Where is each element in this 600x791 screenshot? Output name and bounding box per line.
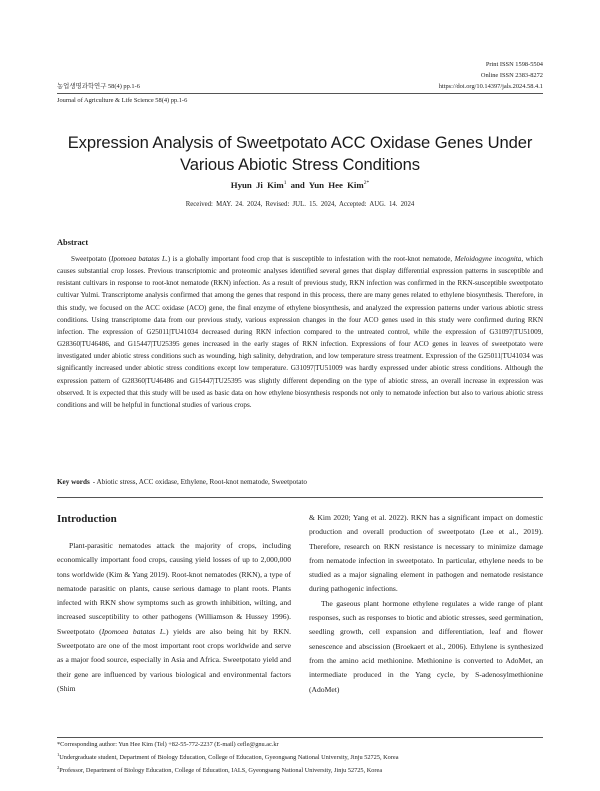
footnote-2-text: Professor, Department of Biology Education, College of Education, IALS, Gyeongsang National University, Jinju 52725, Korea <box>59 766 383 774</box>
header-divider <box>57 93 543 94</box>
keywords-text: - Abiotic stress, ACC oxidase, Ethylene, Root-knot nematode, Sweetpotato <box>92 478 307 486</box>
doi-link[interactable]: https://doi.org/10.14397/jals.2024.58.4.1 <box>438 83 543 90</box>
title-line-2: Various Abiotic Stress Conditions <box>180 155 420 174</box>
intro-paragraph-2: & Kim 2020; Yang et al. 2022). RKN has a significant impact on domestic production and overall production of sweetpotato (Lee et al., 2019). Therefore, research on RKN resistance is necessary to minimize damage from nematode infection in sweetpotato. In particular, ethylene needs to be studied as a major signaling element in pathogen and nematode resistance during pathogenic infections. <box>309 513 543 594</box>
article-title <box>60 132 540 176</box>
abstract-nematode: Meloidogyne incognita <box>454 255 522 263</box>
author-1: Hyun Ji Kim <box>230 180 284 190</box>
author-conjunction: and <box>290 180 305 190</box>
abstract-heading: Abstract <box>57 238 89 247</box>
author-2: Yun Hee Kim <box>308 180 364 190</box>
author-list <box>0 180 600 190</box>
print-issn: Print ISSN 1598-5504 <box>485 61 543 68</box>
article-dates: Received: MAY. 24. 2024, Revised: JUL. 15. 2024, Accepted: AUG. 14. 2024 <box>185 201 415 208</box>
title-line-1: Expression Analysis of Sweetpotato ACC Oxidase Genes Under <box>67 133 533 152</box>
footnote-1-mark: 1 <box>57 751 60 757</box>
abstract-body <box>57 253 543 411</box>
english-journal-citation: Journal of Agriculture & Life Science 58(4) pp.1-6 <box>57 97 188 104</box>
introduction-heading: Introduction <box>57 513 117 525</box>
corresponding-author-note: *Corresponding author: Yun Hee Kim (Tel) +82-55-772-2237 (E-mail) cefle@gnu.ac.kr <box>57 741 279 748</box>
footnote-1-text: Undergraduate student, Department of Biology Education, College of Education, Gyeongsang National University, Jinju 52725, Korea <box>59 753 399 761</box>
introduction-left-column <box>57 539 291 696</box>
abstract-text-3: , which causes substantial crop losses. Previous transcriptomic and proteomic analyses identified several genes that display differential expression patterns in susceptible and resistant cultivars in response to root-knot nematode (RKN) infection. As a result of previous study, RKN infection was confirmed in the RKN-susceptible sweetpotato cultivar Yulmi. Transcriptome analysis confirmed that among the genes that respond in this process, there are many genes related to ethylene biosynthesis. Therefore, in this study, we focused on the ACC oxidase (ACO) gene, the final enzyme of ethylene biosynthesis, and analyzed the expression patterns under various abiotic stress conditions. Using transcriptome data from our previous study, various expression changes in the four ACO genes used in this study were confirmed during RKN infection. The expression of G25011|TU41034 decreased during RKN infection compared to the untreated control, while the expression of G31097|TU51009, G28360|TU46486, and G15447|TU25395 genes increased in the early stages of RKN infection. Expressions of four ACO genes in leaves of sweetpotato were investigated under abiotic stress conditions such as wounding, high salinity, dehydration, and low temperature stress treatment. Expression of the G25011|TU41034 was significantly increased under abiotic stress conditions except low temperature. G31097|TU51009 was hardly expressed under abiotic stress conditions. Although the expression pattern of G28360|TU46486 and G15447|TU25395 was slightly different depending on the type of abiotic stress, an overall increase in expression was observed. It is expected that this study will be used as basic data on how ethylene biosynthesis responds not only to nematode infection but also to various abiotic stress conditions and will be helpful in functional studies of various crops. <box>57 255 543 409</box>
intro-paragraph-3: The gaseous plant hormone ethylene regulates a wide range of plant responses, such as responses to biotic and abiotic stresses, seed germination, seedling growth, cell expansion and differentiation, leaf and flower senescence and abscission (Broekaert et al., 2006). Ethylene is synthesized from the amino acid methionine. Methionine is converted to AdoMet, an intermediate produced in the Yang cycle, by S-adenosylmethionine (AdoMet) <box>309 598 543 694</box>
footnote-1 <box>57 750 543 763</box>
author-1-affiliation: 1 <box>283 180 287 187</box>
intro-species: Ipomoea batatas L. <box>101 626 167 636</box>
author-2-affiliation: 2* <box>363 180 370 187</box>
korean-journal-citation: 농업생명과학연구 58(4) pp.1-6 <box>57 83 140 90</box>
abstract-species: Ipomoea batatas L. <box>111 255 168 263</box>
keywords <box>57 478 307 486</box>
footnote-divider <box>57 737 543 738</box>
keywords-label: Key words <box>57 478 90 486</box>
intro-paragraph-1 <box>57 539 291 696</box>
intro-left-text-1: Plant-parasitic nematodes attack the majority of crops, including economically important food crops, causing yield losses of up to 2,000,000 tons worldwide (Kim & Yang 2019). Root-knot nematodes (RKN), a type of nematode parasitic on plants, cause serious damage to plant roots. Plants infected with RKN show symptoms such as growth inhibition, wilting, and increased susceptibility to other pathogens (Williamson & Hussey 1996). Sweetpotato ( <box>57 541 291 636</box>
abstract-text-1: Sweetpotato ( <box>71 255 112 263</box>
footnotes <box>57 740 543 775</box>
footnote-2-mark: 2 <box>57 764 60 770</box>
abstract-divider <box>57 497 543 498</box>
footnote-2 <box>57 763 543 776</box>
introduction-right-column <box>309 511 543 697</box>
intro-left-text-2: ) yields are also being hit by RKN. Sweetpotato are one of the most important root crops worldwide and serve as a major food source, especially in Asia and Africa. Sweetpotato yield and their gene are influenced by various biological and environmental factors (Shim <box>57 626 291 693</box>
online-issn: Online ISSN 2383-8272 <box>480 72 543 79</box>
abstract-text-2: ) is a globally important food crop that is susceptible to infestation with the root-knot nematode, <box>167 255 455 263</box>
